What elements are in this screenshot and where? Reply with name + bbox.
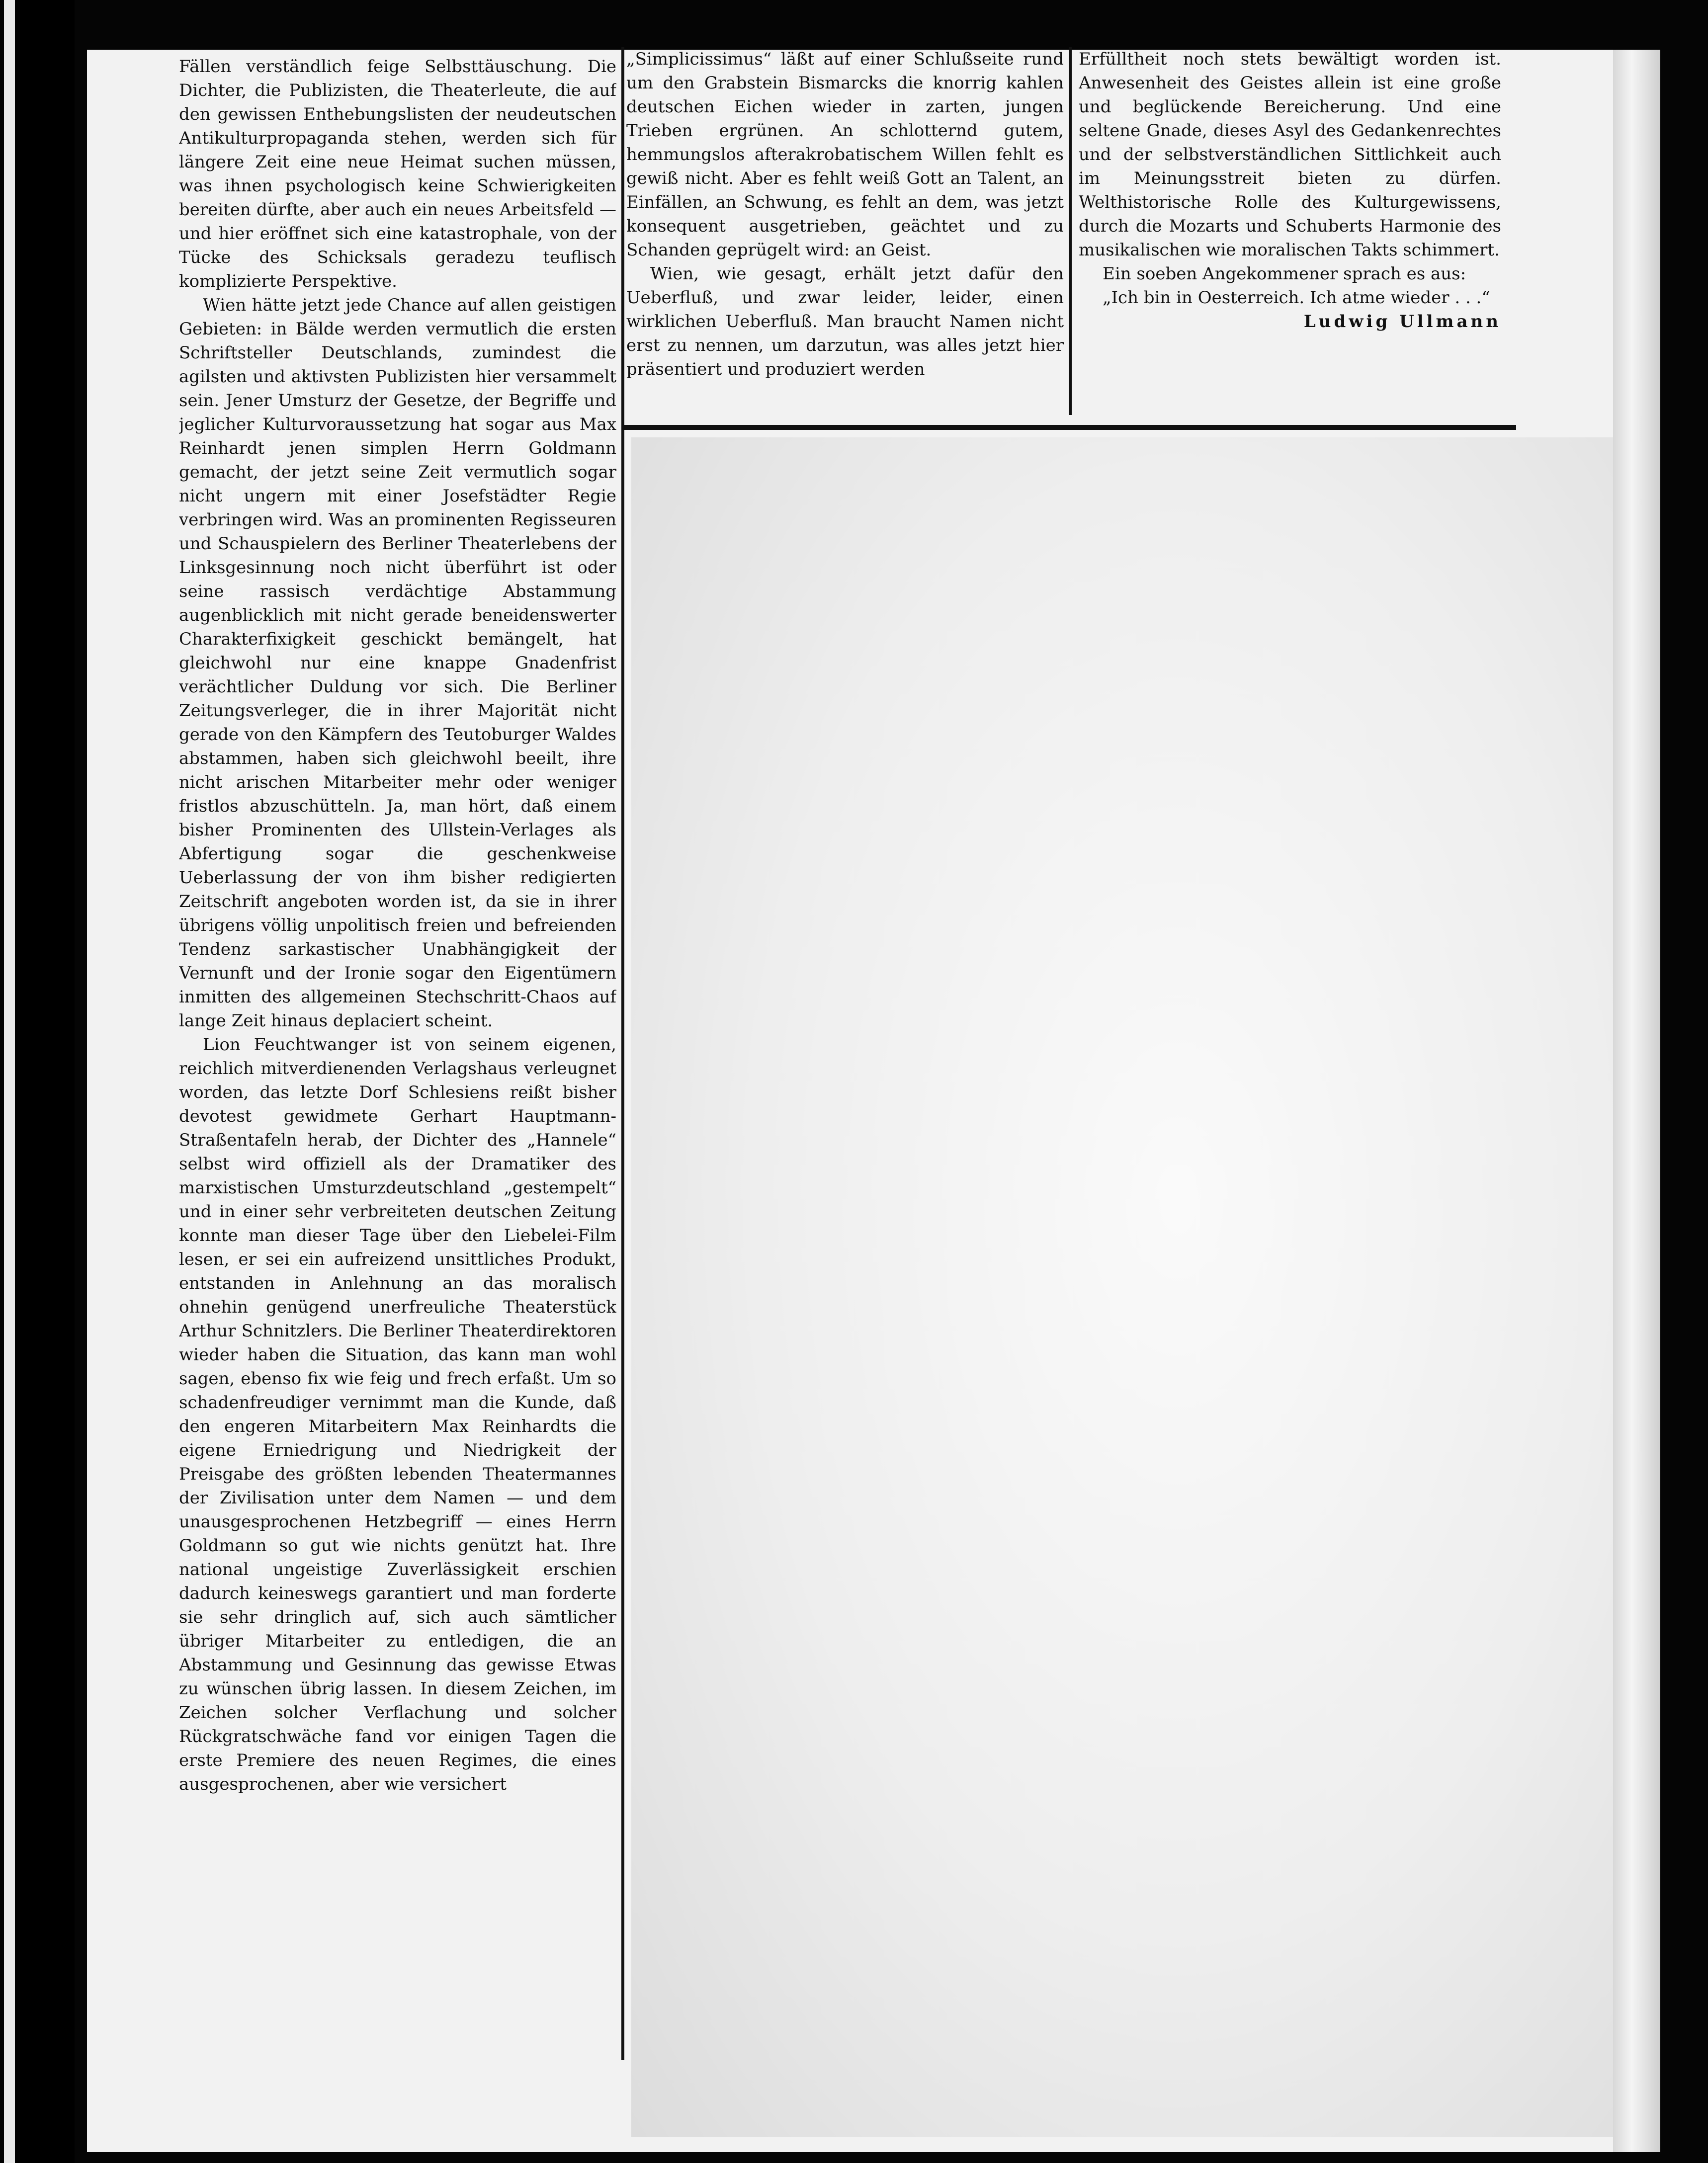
blank-paper-area	[631, 437, 1625, 2137]
clipping-bottom-rule	[624, 425, 1516, 430]
paper-edge-right	[1613, 50, 1660, 2152]
column-rule-1	[621, 47, 624, 2060]
column-2-paragraph-2: Wien, wie gesagt, erhält jetzt dafür den Ueberfluß, und zwar leider, leider, einen wirklichen Ueberfluß. Man braucht Namen nicht erst zu nennen, um darzutun, was alles jetzt hier präsentiert und produziert werden	[626, 264, 1064, 379]
article-column-2	[626, 47, 1064, 425]
column-1-paragraph-1: Fällen verständlich feige Selbsttäuschung. Die Dichter, die Publizisten, die Theaterleute, die auf den gewissen Enthebungslisten der neudeutschen Antikulturpropaganda stehen, werden sich für längere Zeit eine neue Heimat suchen müssen, was ihnen psychologisch keine Schwierigkeiten bereiten dürfte, aber auch ein neues Arbeitsfeld — und hier eröffnet sich eine katastrophale, von der Tücke des Schicksals geradezu teuflisch komplizierte Perspektive.	[179, 57, 616, 291]
column-3-paragraph-2: Ein soeben Angekommener sprach es aus:	[1103, 264, 1466, 284]
adjacent-clipping-edge	[4, 0, 15, 2163]
column-rule-2	[1069, 47, 1072, 415]
article-column-1	[179, 55, 616, 2112]
column-3-paragraph-3: „Ich bin in Oesterreich. Ich atme wieder . . .“	[1103, 288, 1490, 308]
column-1-paragraph-3: Lion Feuchtwanger ist von seinem eigenen, reichlich mitverdienenden Verlagshaus verleugnet worden, das letzte Dorf Schlesiens reißt bisher devotest gewidmete Gerhart Hauptmann-Straßentafeln herab, der Dichter des „Hannele“ selbst wird offiziell als der Dramatiker des marxistischen Umsturzdeutschland „gestempelt“ und in einer sehr verbreiteten deutschen Zeitung konnte man dieser Tage über den Liebelei-Film lesen, er sei ein aufreizend unsittliches Produkt, entstanden in Anlehnung an das moralisch ohnehin genügend unerfreuliche Theaterstück Arthur Schnitzlers. Die Berliner Theaterdirektoren wieder haben die Situation, das kann man wohl sagen, ebenso fix wie feig und frech erfaßt. Um so schadenfreudiger vernimmt man die Kunde, daß den engeren Mitarbeitern Max Reinhardts die eigene Erniedrigung und Niedrigkeit der Preisgabe des größten lebenden Theatermannes der Zivilisation unter dem Namen — und dem unausgesprochenen Hetzbegriff — eines Herrn Goldmann so gut wie nichts genützt hat. Ihre national ungeistige Zuverlässigkeit erschien dadurch keineswegs garantiert und man forderte sie sehr dringlich auf, sich auch sämtlicher übriger Mitarbeiter zu entledigen, die an Abstammung und Gesinnung das gewisse Etwas zu wünschen übrig lassen. In diesem Zeichen, im Zeichen solcher Verflachung und solcher Rückgratschwäche fand vor einigen Tagen die erste Premiere des neuen Regimes, die eines ausgesprochenen, aber wie versichert	[179, 1035, 616, 1794]
column-1-paragraph-2: Wien hätte jetzt jede Chance auf allen geistigen Gebieten: in Bälde werden vermutlich die ersten Schriftsteller Deutschlands, zumindest die agilsten und aktivsten Publizisten hier versammelt sein. Jener Umsturz der Gesetze, der Begriffe und jeglicher Kulturvoraussetzung hat sogar aus Max Reinhardt jenen simplen Herrn Goldmann gemacht, der jetzt seine Zeit vermutlich sogar nicht ungern mit einer Josefstädter Regie verbringen wird. Was an prominenten Regisseuren und Schauspielern des Berliner Theaterlebens der Linksgesinnung noch nicht überführt ist oder seine rassisch verdächtige Abstammung augenblicklich mit nicht gerade beneidenswerter Charakterfixigkeit geschickt bemängelt, hat gleichwohl nur eine knappe Gnadenfrist verächtlicher Duldung vor sich. Die Berliner Zeitungsverleger, die in ihrer Majorität nicht gerade von den Kämpfern des Teutoburger Waldes abstammen, haben sich gleichwohl beeilt, ihre nicht arischen Mitarbeiter mehr oder weniger fristlos abzuschütteln. Ja, man hört, daß einem bisher Prominenten des Ullstein-Verlages als Abfertigung sogar die geschenkweise Ueberlassung der von ihm bisher redigierten Zeitschrift angeboten worden ist, da sie in ihrer übrigens völlig unpolitisch freien und befreienden Tendenz sarkastischer Unabhängigkeit der Vernunft und der Ironie sogar den Eigentümern inmitten des allgemeinen Stechschritt-Chaos auf lange Zeit hinaus deplaciert scheint.	[179, 295, 616, 1031]
article-column-3	[1079, 47, 1501, 425]
column-3-paragraph-1: Erfülltheit noch stets bewältigt worden ist. Anwesenheit des Geistes allein ist eine große und beglückende Bereicherung. Und eine seltene Gnade, dieses Asyl des Gedankenrechtes und der selbstverständlichen Sittlichkeit auch im Meinungsstreit bieten zu dürfen. Welthistorische Rolle des Kulturgewissens, durch die Mozarts und Schuberts Harmonie des musikalischen wie moralischen Takts schimmert.	[1079, 49, 1501, 260]
column-2-paragraph-1: „Simplicissimus“ läßt auf einer Schlußseite rund um den Grabstein Bismarcks die knorrig kahlen deutschen Eichen wieder in zarten, jungen Trieben ergrünen. An schlotternd gutem, hemmungslos afterakrobatischem Willen fehlt es gewiß nicht. Aber es fehlt weiß Gott an Talent, an Einfällen, an Schwung, es fehlt an dem, was jetzt konsequent ausgetrieben, geächtet und zu Schanden geprügelt wird: an Geist.	[626, 49, 1064, 260]
author-signature: Ludwig Ullmann	[1303, 312, 1501, 332]
